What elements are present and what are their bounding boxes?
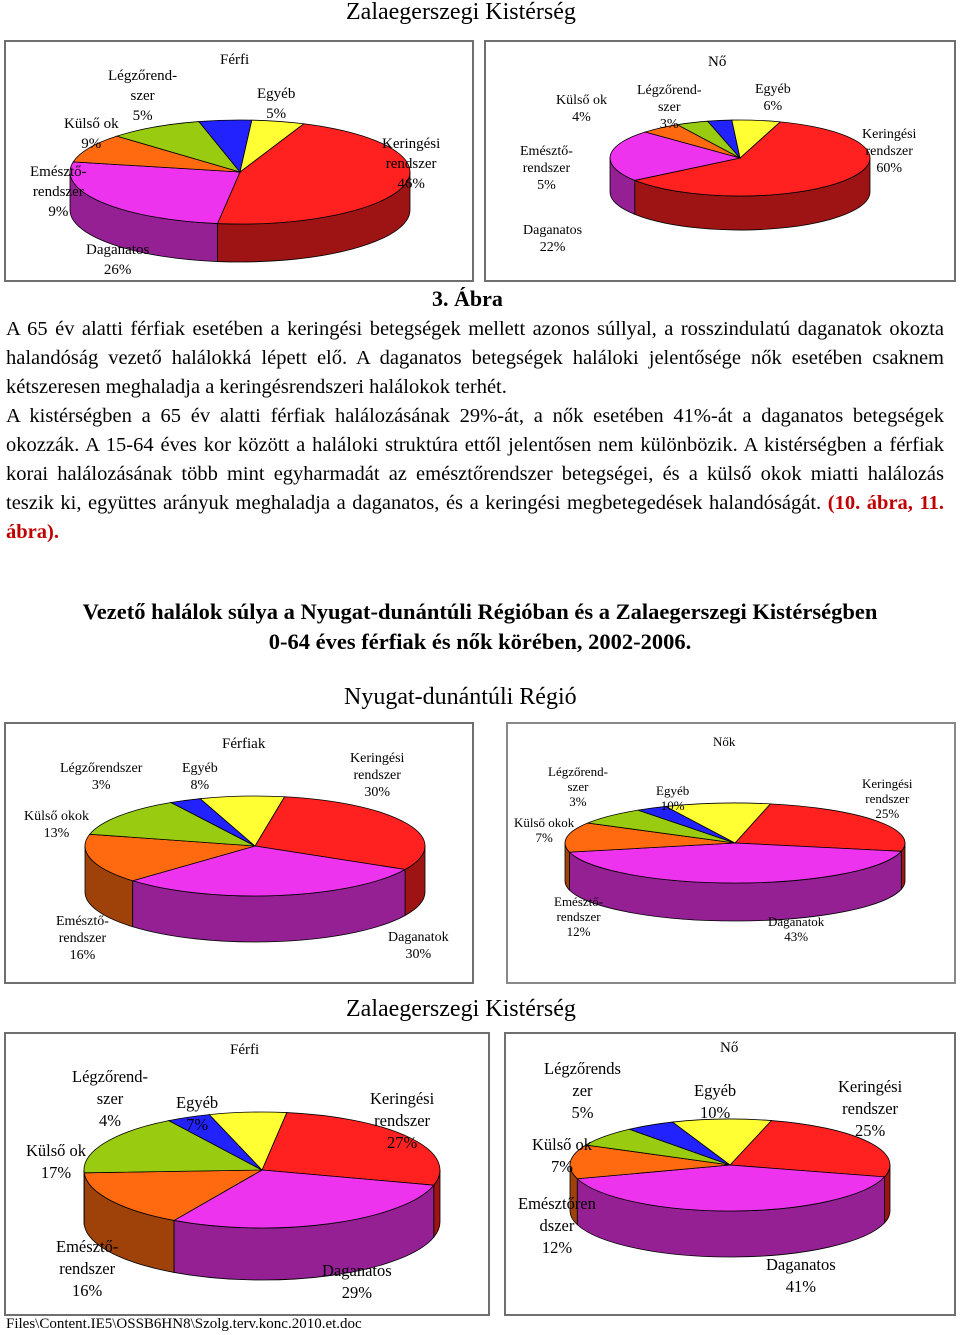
paragraph-2-text: A kistérségben a 65 év alatti férfiak halálozásának 29%-át, a nők esetében 41%-át a daganatos betegségek okozzák. A 15-64 éves kor között a haláloki struktúra ettől jelentősen nem különbözik. A kistérségben a férfiak korai halálozásának több mint egyharmadát az emésztőrendszer betegségei, és a külső okok miatti halálozás teszik ki, együttes arányuk meghaladja a daganatos, és a keringési megbetegedések halandóságát. [6, 405, 944, 514]
pie-1-label-egyeb: Egyéb 6% [755, 82, 791, 114]
pie-4-label-kulso: Külső ok 17% [26, 1141, 87, 1182]
pie-5-label-kulso: Külső ok 7% [532, 1135, 593, 1176]
pie-5-title: Nő [720, 1040, 739, 1056]
pie-1-label-kulso: Külső ok 4% [556, 93, 607, 125]
pie-4-label-emeszto: Emésztő- rendszer 16% [56, 1237, 119, 1300]
figure-references: (10. ábra, 11. ábra). [6, 492, 944, 543]
pie-5-label-egyeb: Egyéb 10% [694, 1081, 737, 1122]
pie-2-label-keringesi: Keringési rendszer 30% [350, 751, 405, 800]
section-heading-line-1: Vezető halálok súlya a Nyugat-dunántúli Régióban és a Zalaegerszegi Kistérségben [82, 599, 878, 624]
header-region-title: Zalaegerszegi Kistérség [346, 0, 576, 25]
pie-0-label-emeszto: Emésztő- rendszer 9% [30, 164, 87, 220]
pie-4-title: Férfi [230, 1042, 260, 1058]
pie-1-title: Nő [708, 54, 727, 70]
pie-2-label-daganatos: Daganatok 30% [388, 930, 449, 962]
pie-0-title: Férfi [220, 52, 250, 68]
pie-1-label-emeszto: Emésztő- rendszer 5% [520, 144, 573, 193]
pie-0-label-legzo: Légzőrend- szer 5% [108, 68, 178, 124]
pie-1-label-daganatos: Daganatos 22% [523, 223, 583, 255]
paragraph-1: A 65 év alatti férfiak esetében a keringési betegségek mellett azonos súllyal, a rosszindulatú daganatok okozta halandóság vezető halálokká lépett elő. A daganatos betegségek haláloki jelentősége nők esetében csaknem kétszeresen meghaladja a keringésrendszeri halálokok terhét. [6, 318, 944, 398]
pie-1-label-keringesi: Keringési rendszer 60% [862, 127, 917, 176]
pie-3-label-egyeb: Egyéb 10% [656, 783, 690, 813]
figure-caption: 3. Ábra [432, 286, 503, 311]
pie-3-title: Nők [713, 734, 736, 749]
region-title: Nyugat-dunántúli Régió [344, 684, 577, 710]
pie-2-label-emeszto: Emésztő- rendszer 16% [56, 914, 109, 963]
pie-0-label-keringesi: Keringési rendszer 46% [382, 136, 441, 192]
pie-2-title: Férfiak [222, 736, 266, 752]
pie-5-label-daganatos: Daganatos 41% [766, 1255, 836, 1296]
pie-3-label-legzo: Légzőrend- szer 3% [548, 764, 608, 809]
pie-3-label-kulso: Külső okok 7% [514, 815, 575, 845]
pie-0-label-egyeb: Egyéb 5% [257, 86, 296, 122]
pie-2-label-egyeb: Egyéb 8% [182, 761, 218, 793]
pie-3-label-daganatos: Daganatok 43% [768, 914, 825, 944]
pie-5-label-keringesi: Keringési rendszer 25% [838, 1077, 903, 1140]
pie-2-label-kulso: Külső okok 13% [24, 809, 89, 841]
pie-4-label-daganatos: Daganatos 29% [322, 1261, 392, 1302]
pie-3-label-emeszto: Emésztő- rendszer 12% [554, 894, 604, 939]
kisterseg-title: Zalaegerszegi Kistérség [346, 996, 576, 1022]
section-heading-line-2: 0-64 éves férfiak és nők körében, 2002-2006. [268, 629, 692, 654]
pie-5-label-emeszto: Emésztőren dszer 12% [518, 1194, 596, 1257]
footer-file-path: Files\Content.IE5\OSSB6HN8\Szolg.terv.konc.2010.et.doc [6, 1316, 362, 1332]
pie-4-label-egyeb: Egyéb 7% [176, 1093, 219, 1134]
pie-5-label-legzo: Légzőrends zer 5% [544, 1059, 621, 1122]
pie-1-label-legzo: Légzőrend- szer 3% [637, 83, 702, 132]
pie-4-label-keringesi: Keringési rendszer 27% [370, 1089, 435, 1152]
pie-2-label-legzo: Légzőrendszer 3% [60, 761, 143, 793]
pie-3-label-keringesi: Keringési rendszer 25% [862, 776, 913, 821]
pie-0-label-daganatos: Daganatos 26% [86, 242, 150, 278]
pie-0-label-kulso: Külső ok 9% [64, 116, 119, 152]
pie-4-label-legzo: Légzőrend- szer 4% [72, 1067, 149, 1130]
